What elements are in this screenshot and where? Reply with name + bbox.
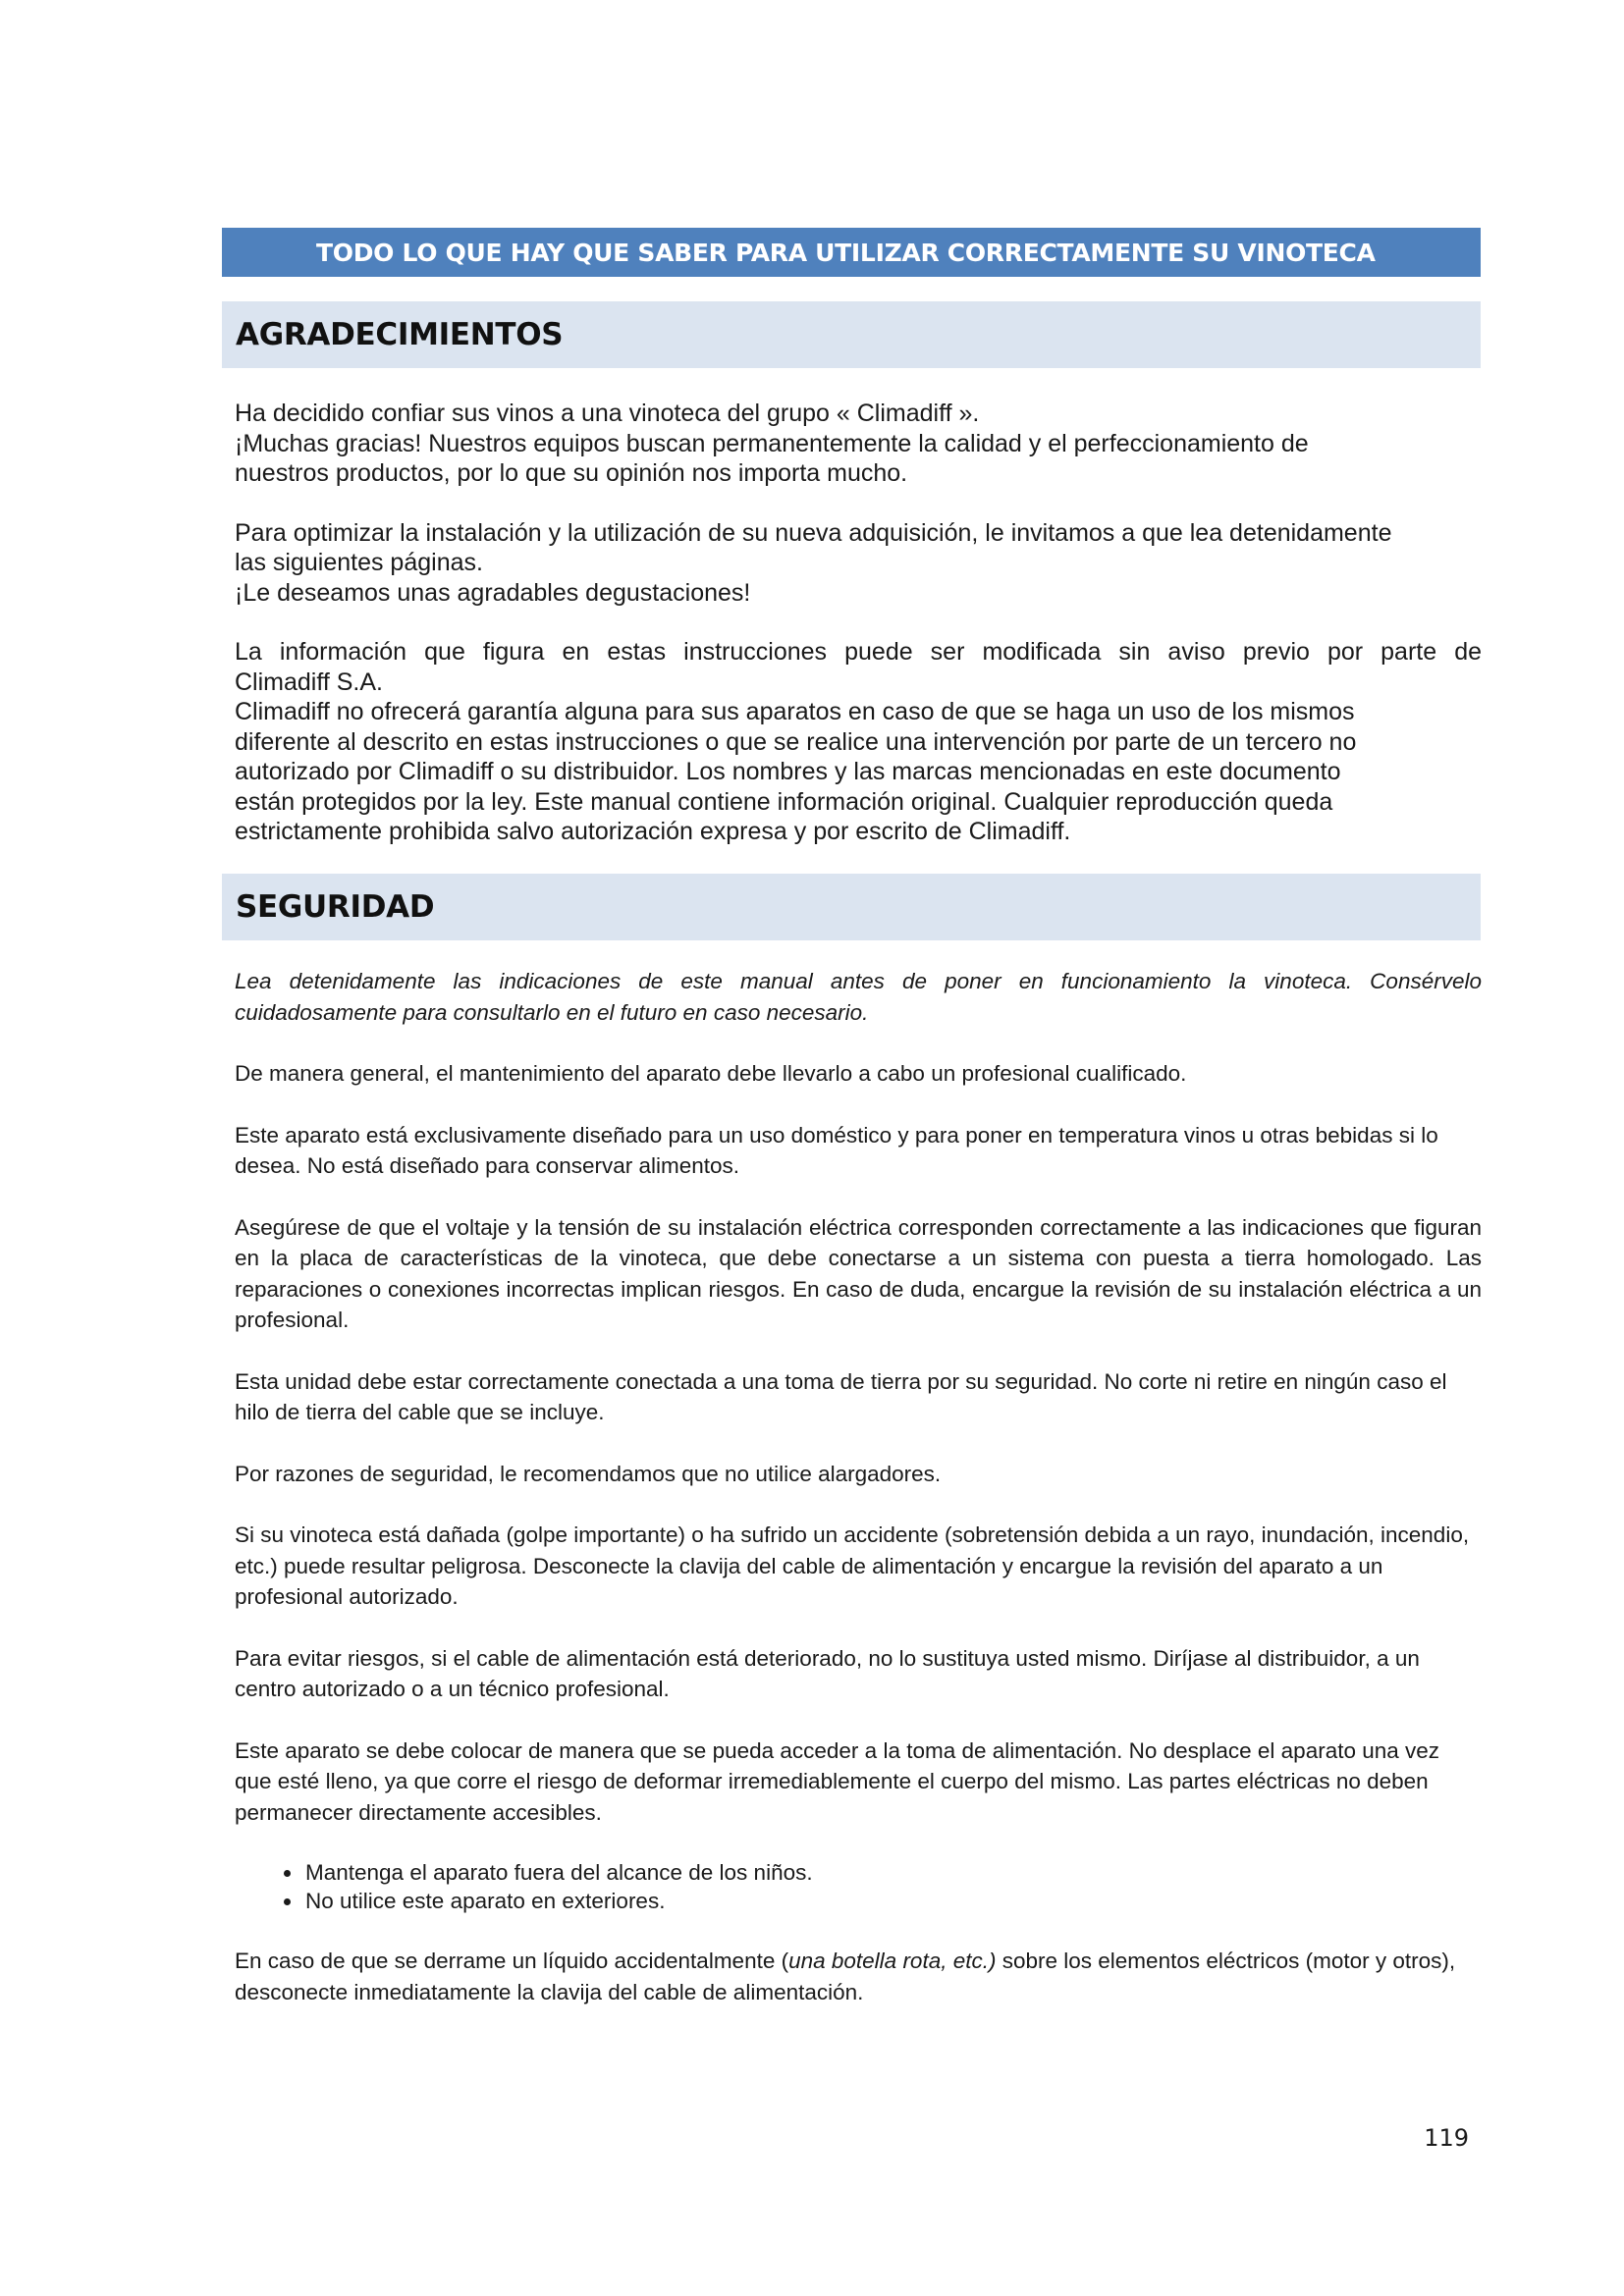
damaged-unit-paragraph: Si su vinoteca está dañada (golpe importante) o ha sufrido un accidente (sobretensión debida a un rayo, inundación, incendio, etc.) puede resultar peligrosa. Desconecte la clavija del cable de alimentación y encargue la revisión del aparato a un profesional autorizado.: [235, 1522, 1470, 1609]
text-line: están protegidos por la ley. Este manual contiene información original. Cualquier reproducción queda: [235, 787, 1333, 816]
text-line: Climadiff no ofrecerá garantía alguna para sus aparatos en caso de que se haga un uso de los mismos: [235, 698, 1355, 725]
text-line: Climadiff S.A.: [235, 667, 383, 696]
text-line: Ha decidido confiar sus vinos a una vinoteca del grupo « Climadiff ».: [235, 400, 980, 427]
banner-title: TODO LO QUE HAY QUE SABER PARA UTILIZAR CORRECTAMENTE SU VINOTECA: [316, 239, 1376, 267]
list-item: • No utilice este aparato en exteriores.: [303, 1887, 1482, 1915]
thanks-paragraph: [235, 399, 1482, 489]
disclaimer-line-justified: La información que figura en estas instrucciones puede ser modificada sin aviso previo por parte de: [235, 638, 1482, 666]
section-heading-seguridad: SEGURIDAD: [222, 874, 1481, 940]
page-number: 119: [1424, 2124, 1469, 2152]
safety-intro: Lea detenidamente las indicaciones de este manual antes de poner en funcionamiento la vinoteca. Consérvelo cuidadosamente para consultarlo en el futuro en caso necesario.: [235, 969, 1482, 1025]
text-line: Para optimizar la instalación y la utilización de su nueva adquisición, le invitamos a que lea detenidamente: [235, 518, 1392, 547]
power-cable-paragraph: Para evitar riesgos, si el cable de alimentación está deteriorado, no lo sustituya usted mismo. Diríjase al distribuidor, a un centro autorizado o a un técnico profesional.: [235, 1645, 1420, 1701]
document-banner: [222, 228, 1481, 277]
domestic-use-paragraph: Este aparato está exclusivamente diseñado para un uso doméstico y para poner en temperatura vinos u otras bebidas si lo desea. No está diseñado para conservar alimentos.: [235, 1122, 1438, 1178]
section-heading-agradecimientos: AGRADECIMIENTOS: [222, 301, 1481, 368]
text-line: estrictamente prohibida salvo autorización expresa y por escrito de Climadiff.: [235, 818, 1071, 845]
voltage-paragraph: Asegúrese de que el voltaje y la tensión de su instalación eléctrica corresponden correctamente a las indicaciones que figuran en la placa de características de la vinoteca, que debe conectarse a un sistema con puesta a tierra homologado. Las reparaciones o conexiones incorrectas implican riesgos. En caso de duda, encargue la revisión de su instalación eléctrica a un profesional.: [235, 1214, 1482, 1332]
placement-paragraph: Este aparato se debe colocar de manera que se pueda acceder a la toma de alimentación. No desplace el aparato una vez que esté lleno, ya que corre el riesgo de deformar irremediablemente el cuerpo del mismo. Las partes eléctricas no deben permanecer directamente accesibles.: [235, 1737, 1440, 1825]
text-line: ¡Le deseamos unas agradables degustaciones!: [235, 578, 751, 607]
spill-text-example: una botella rota, etc.): [788, 1949, 997, 1973]
agradecimientos-body: [235, 399, 1482, 847]
text-line: autorizado por Climadiff o su distribuidor. Los nombres y las marcas mencionadas en este documento: [235, 758, 1341, 785]
invitation-paragraph: [235, 518, 1482, 609]
seguridad-body: [235, 966, 1482, 2007]
text-line: las siguientes páginas.: [235, 549, 483, 576]
maintenance-paragraph: De manera general, el mantenimiento del aparato debe llevarlo a cabo un profesional cualificado.: [235, 1061, 1187, 1086]
text-line: nuestros productos, por lo que su opinión nos importa mucho.: [235, 459, 908, 487]
spill-paragraph: [235, 1946, 1482, 2007]
spill-text-end: sobre los elementos eléctricos (motor y otros), desconecte inmediatamente la clavija del cable de alimentación.: [235, 1949, 1456, 2004]
grounding-paragraph: Esta unidad debe estar correctamente conectada a una toma de tierra por su seguridad. No corte ni retire en ningún caso el hilo de tierra del cable que se incluye.: [235, 1368, 1447, 1424]
extension-cord-paragraph: Por razones de seguridad, le recomendamos que no utilice alargadores.: [235, 1461, 942, 1486]
text-line: diferente al descrito en estas instrucciones o que se realice una intervención por parte de un tercero no: [235, 727, 1357, 756]
disclaimer-paragraph: [235, 637, 1482, 847]
text-line: ¡Muchas gracias! Nuestros equipos buscan permanentemente la calidad y el perfeccionamiento de: [235, 429, 1309, 457]
spill-text-start: En caso de que se derrame un líquido accidentalmente (: [235, 1949, 789, 1973]
safety-bullet-list: [235, 1858, 1482, 1915]
list-item: • Mantenga el aparato fuera del alcance de los niños.: [303, 1858, 1482, 1887]
